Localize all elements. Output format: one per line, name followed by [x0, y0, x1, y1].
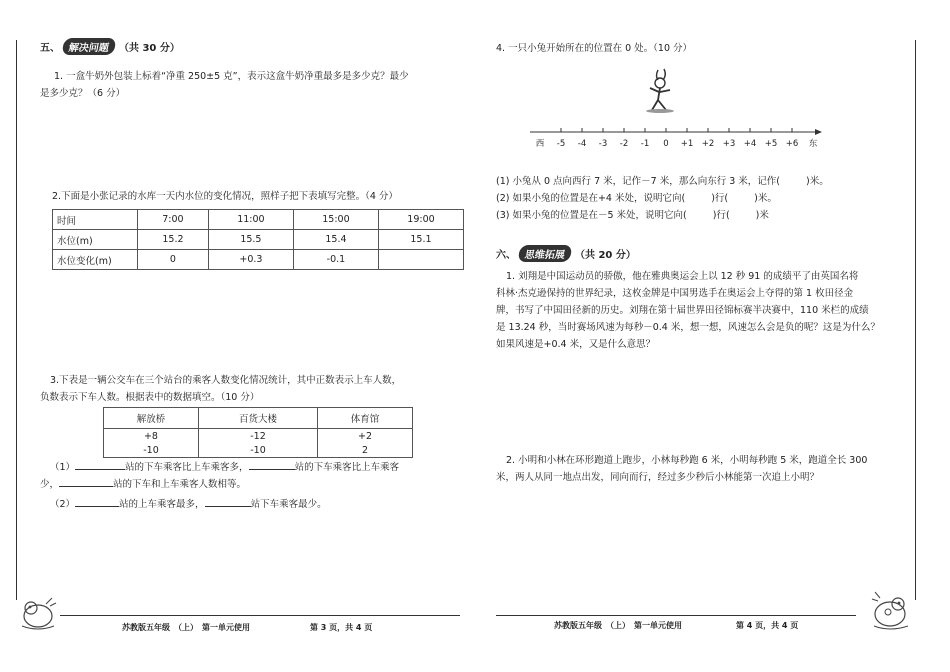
- section5-number: 五、: [40, 43, 60, 54]
- footer-right-page: 第 4 页，共 4 页: [736, 621, 799, 630]
- table-cell: 百货大楼: [198, 408, 317, 429]
- bunny-illustration: [640, 66, 680, 117]
- table-cell: 15.2: [138, 230, 209, 250]
- axis-tick-label: 东: [808, 139, 818, 149]
- axis-tick-label: +6: [785, 139, 799, 149]
- table-cell: 水位(m): [53, 230, 138, 250]
- table-row: [53, 210, 464, 230]
- footer-rule-right: [496, 615, 856, 616]
- fill-text: (2) 如果小兔的位置是在+4 米处，说明它向(: [496, 193, 686, 204]
- fill-text: )行(: [712, 210, 730, 221]
- subquestion-1: [496, 173, 896, 190]
- fill-text: 站的下车乘客比上车乘客多，: [125, 462, 249, 473]
- table-cell: 15.4: [293, 230, 378, 250]
- question-6-1-line: 如果风速是+0.4 米，又是什么意思？: [496, 339, 656, 350]
- fill-text: )米: [755, 210, 769, 221]
- table-cell: 15.5: [208, 230, 293, 250]
- question-6-2: [496, 452, 906, 486]
- question-6-1-line: 牌，书写了中国田径新的历史。刘翔在第十届世界田径锦标赛半决赛中，110 米栏的成绩: [496, 305, 869, 316]
- question-3-fill-1: [40, 459, 470, 493]
- cartoon-mascot-left: [16, 592, 60, 635]
- table-cell: 19:00: [378, 210, 463, 230]
- fill-label: （1）: [50, 462, 76, 473]
- table-cell: 0: [138, 250, 209, 270]
- axis-tick-label: +5: [764, 139, 778, 149]
- question-6-1-line: 是 13.24 秒，当时赛场风速为每秒－0.4 米，想一想，风速怎么会是负的呢？这是为什么？: [496, 322, 880, 333]
- answer-blank[interactable]: [205, 506, 251, 507]
- question-6-2-line1: 2. 小明和小林在环形跑道上跑步，小林每秒跑 6 米，小明每秒跑 5 米，跑道全长 300: [506, 455, 868, 466]
- axis-tick-label: -5: [556, 139, 566, 149]
- fill-text: )米。: [806, 176, 829, 187]
- answer-blank[interactable]: [59, 486, 113, 487]
- axis-tick-label: -1: [640, 139, 650, 149]
- table-cell: 水位变化(m): [53, 250, 138, 270]
- fill-text: )行(: [711, 193, 729, 204]
- table-cell: -10: [198, 443, 317, 458]
- section6-badge: 思维拓展: [518, 245, 573, 262]
- answer-blank[interactable]: [75, 506, 119, 507]
- table-cell: -0.1: [293, 250, 378, 270]
- axis-tick-label: +1: [680, 139, 694, 149]
- section5-title: [40, 38, 180, 55]
- fill-text: (1) 小兔从 0 点向西行 7 米，记作－7 米，那么向东行 3 米，记作(: [496, 176, 780, 187]
- section6-title: [496, 245, 636, 262]
- subquestion-3: [496, 207, 896, 224]
- axis-tick-label: 西: [535, 139, 545, 149]
- table-cell: +0.3: [208, 250, 293, 270]
- question-3-line2: 负数表示下车人数。根据表中的数据填空。（10 分）: [40, 392, 260, 403]
- question-6-1-line: 科林·杰克逊保持的世界纪录，这枚金牌是中国男选手在奥运会上夺得的第 1 枚田径金: [496, 288, 854, 299]
- fill-text: )米。: [754, 193, 777, 204]
- number-line: [530, 122, 830, 156]
- table-row: [53, 250, 464, 270]
- fill-text: 站的下车和上车乘客人数相等。: [113, 479, 247, 490]
- section5-score: （共 30 分）: [118, 43, 180, 54]
- axis-tick-label: -3: [598, 139, 608, 149]
- water-level-table: [52, 209, 464, 270]
- number-line-axis: [530, 122, 830, 156]
- table-cell: 时间: [53, 210, 138, 230]
- question-3-line1: 3.下表是一辆公交车在三个站台的乘客人数变化情况统计，其中正数表示上车人数，: [50, 375, 402, 386]
- cartoon-mascot-right: [868, 588, 914, 635]
- right-margin-line: [915, 40, 916, 600]
- axis-arrow-icon: [815, 129, 822, 135]
- table-cell: 7:00: [138, 210, 209, 230]
- axis-tick-label: +3: [722, 139, 736, 149]
- table-cell: 15:00: [293, 210, 378, 230]
- question-3: [40, 372, 470, 406]
- fill-text: 站的下车乘客比上车乘客: [294, 462, 400, 473]
- axis-tick-label: -4: [577, 139, 587, 149]
- table-row: [104, 429, 413, 444]
- section6-number: 六、: [496, 250, 516, 261]
- section6-score: （共 20 分）: [574, 250, 636, 261]
- section5-badge: 解决问题: [62, 38, 117, 55]
- fill-text: 少，: [40, 479, 60, 490]
- table-cell: 15.1: [378, 230, 463, 250]
- question-6-2-line2: 米，两人从同一地点出发，同向而行，经过多少秒后小林能第一次追上小明？: [496, 472, 820, 483]
- question-6-1: [496, 268, 906, 353]
- question-3-fill-2: [50, 496, 470, 513]
- table-cell: -10: [104, 443, 199, 458]
- footer-left-page: 第 3 页，共 4 页: [310, 623, 373, 632]
- footer-rule-left: [60, 615, 460, 616]
- left-margin-line: [16, 40, 17, 600]
- table-cell: 体育馆: [318, 408, 413, 429]
- table-cell: +2: [318, 429, 413, 444]
- bus-passenger-table: [103, 407, 413, 458]
- question-6-1-line: 1. 刘翔是中国运动员的骄傲，他在雅典奥运会上以 12 秒 91 的成绩平了由英国名将: [506, 271, 859, 282]
- fill-text: 站的上车乘客最多，: [119, 499, 205, 510]
- footer-right-book: 苏教版五年级 （上） 第一单元使用: [554, 621, 682, 630]
- subquestion-2: [496, 190, 896, 207]
- table-cell: +8: [104, 429, 199, 444]
- table-row: [53, 230, 464, 250]
- question-4-text: 4. 一只小兔开始所在的位置在 0 处。（10 分）: [496, 43, 693, 54]
- fill-text: (3) 如果小兔的位置是在－5 米处，说明它向(: [496, 210, 687, 221]
- table-row: [104, 443, 413, 458]
- axis-tick-label: 0: [663, 139, 669, 149]
- axis-tick-label: +2: [701, 139, 715, 149]
- question-4-subquestions: [496, 173, 896, 224]
- table-row: [104, 408, 413, 429]
- answer-blank[interactable]: [249, 469, 295, 470]
- axis-tick-label: +4: [743, 139, 757, 149]
- table-cell: 11:00: [208, 210, 293, 230]
- question-2-text: 2.下面是小张记录的水库一天内水位的变化情况，照样子把下表填写完整。（4 分）: [52, 191, 398, 202]
- answer-blank[interactable]: [75, 469, 125, 470]
- axis-tick-label: -2: [619, 139, 629, 149]
- question-1-line1: 1. 一盒牛奶外包装上标着“净重 250±5 克”，表示这盒牛奶净重最多是多少克？最少: [54, 71, 409, 82]
- question-1-line2: 是多少克？（6 分）: [40, 88, 126, 99]
- answer-cell[interactable]: [378, 250, 463, 270]
- table-cell: 解放桥: [104, 408, 199, 429]
- table-cell: 2: [318, 443, 413, 458]
- table-cell: -12: [198, 429, 317, 444]
- footer-left-book: 苏教版五年级 （上） 第一单元使用: [122, 623, 250, 632]
- fill-text: 站下车乘客最少。: [250, 499, 327, 510]
- fill-label: （2）: [50, 499, 76, 510]
- question-1: [40, 68, 460, 102]
